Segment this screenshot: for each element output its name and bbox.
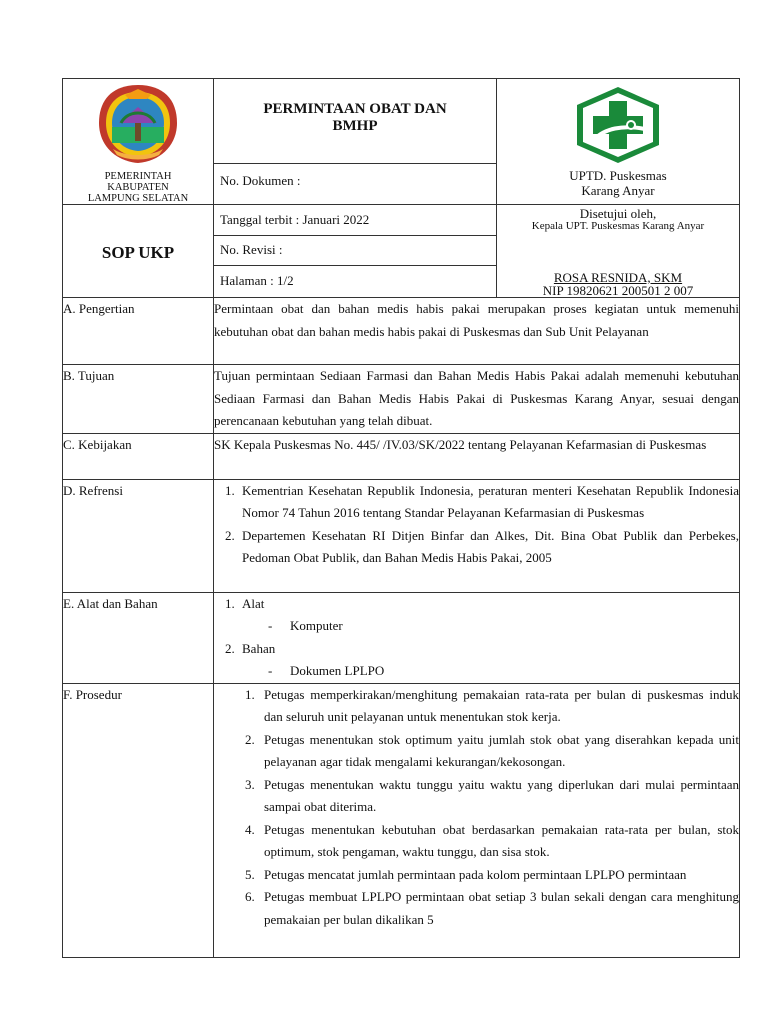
lampung-selatan-emblem [95, 83, 181, 165]
regency-logo-cell [63, 79, 214, 205]
refrensi-item: 2. Departemen Kesehatan RI Ditjen Binfar dan Alkes, Dit. Bina Obat Publik dan Perbekes, Pedoman Obat Publik, dan Bahan Medis Habis Pakai, 2005 [238, 525, 739, 570]
org-line-1: PEMERINTAH [104, 171, 172, 182]
title-cell [214, 79, 497, 205]
section-body-prosedur [214, 683, 740, 957]
section-text-kebijakan: SK Kepala Puskesmas No. 445/ /IV.03/SK/2022 tentang Pelayanan Kefarmasian di Puskesmas [214, 433, 740, 479]
document-title-line-2: BMHP [332, 118, 378, 134]
sop-label: SOP UKP [101, 243, 175, 262]
section-body-refrensi [214, 479, 740, 592]
alat-item: - Komputer [264, 615, 739, 638]
approver-nip: NIP 19820621 200501 2 007 [542, 283, 694, 298]
bahan-item: - Dokumen LPLPO [264, 660, 739, 683]
sop-label-cell [63, 205, 214, 298]
tanggal-terbit: Tanggal terbit : Januari 2022 [220, 212, 370, 227]
uptd-name-line-2: Karang Anyar [581, 183, 655, 198]
section-label-alat-bahan: E. Alat dan Bahan [63, 592, 214, 683]
refrensi-item: 1. Kementrian Kesehatan Republik Indonesia, peraturan menteri Kesehatan Republik Indonesia Nomor 74 Tahun 2016 tentang Standar Pelayanan Kefarmasian di Puskesmas [238, 480, 739, 525]
puskesmas-logo-cell [497, 79, 740, 205]
section-text-tujuan: Tujuan permintaan Sediaan Farmasi dan Bahan Medis Habis Pakai adalah memenuhi kebutuhan Sediaan Farmasi dan Bahan Medis Habis Pakai di Puskesmas Karang Anyar, sesuai dengan perencanaan kebutuhan yang telah dibuat. [214, 365, 740, 434]
alat-label-item [238, 593, 739, 638]
doc-meta-cell [214, 205, 497, 298]
prosedur-step: 1. Petugas memperkirakan/menghitung pemakaian rata-rata per bulan di puskesmas induk dan seluruh unit pelayanan untuk menentukan stok kerja. [258, 684, 739, 729]
uptd-name-line-1: UPTD. Puskesmas [569, 168, 667, 183]
bahan-label-item [238, 638, 739, 683]
bahan-label: Bahan [242, 640, 276, 656]
no-revisi: No. Revisi : [214, 235, 496, 265]
approver-name: ROSA RESNIDA, SKM [553, 270, 683, 285]
prosedur-step: 2. Petugas menentukan stok optimum yaitu jumlah stok obat yang diserahkan kepada unit pelayanan agar tidak mengalami kekurangan/kekosongan. [258, 729, 739, 774]
section-label-refrensi: D. Refrensi [63, 479, 214, 592]
section-label-prosedur: F. Prosedur [63, 683, 214, 957]
prosedur-step: 5. Petugas mencatat jumlah permintaan pada kolom permintaan LPLPO permintaan [258, 864, 739, 887]
prosedur-step: 4. Petugas menentukan kebutuhan obat berdasarkan pemakaian rata-rata per bulan, stok optimum, stok pengaman, waktu tunggu, dan sisa stok. [258, 819, 739, 864]
no-dokumen: No. Dokumen : [214, 163, 496, 197]
approved-by-label: Disetujui oleh, [579, 206, 657, 221]
sop-table [62, 78, 740, 958]
puskesmas-logo-icon [573, 85, 663, 165]
approver-title: Kepala UPT. Puskesmas Karang Anyar [531, 220, 705, 232]
sop-document [62, 78, 739, 948]
section-label-kebijakan: C. Kebijakan [63, 433, 214, 479]
document-title-line-1: PERMINTAAN OBAT DAN [263, 101, 447, 117]
prosedur-step: 3. Petugas menentukan waktu tunggu yaitu waktu yang diperlukan dari mulai permintaan sampai obat diterima. [258, 774, 739, 819]
section-label-tujuan: B. Tujuan [63, 365, 214, 434]
section-label-pengertian: A. Pengertian [63, 298, 214, 365]
halaman: Halaman : 1/2 [214, 265, 496, 297]
approval-cell [497, 205, 740, 298]
org-line-2: KABUPATEN [107, 182, 169, 193]
section-body-alat-bahan [214, 592, 740, 683]
prosedur-step: 6. Petugas membuat LPLPO permintaan obat setiap 3 bulan sekali dengan cara menghitung pemakaian per bulan dikalikan 5 [258, 886, 739, 931]
alat-label: Alat [242, 595, 265, 611]
org-line-3: LAMPUNG SELATAN [87, 193, 189, 204]
section-text-pengertian: Permintaan obat dan bahan medis habis pakai merupakan proses kegiatan untuk memenuhi kebutuhan obat dan bahan medis habis pakai di Puskesmas dan Sub Unit Pelayanan [214, 298, 740, 365]
